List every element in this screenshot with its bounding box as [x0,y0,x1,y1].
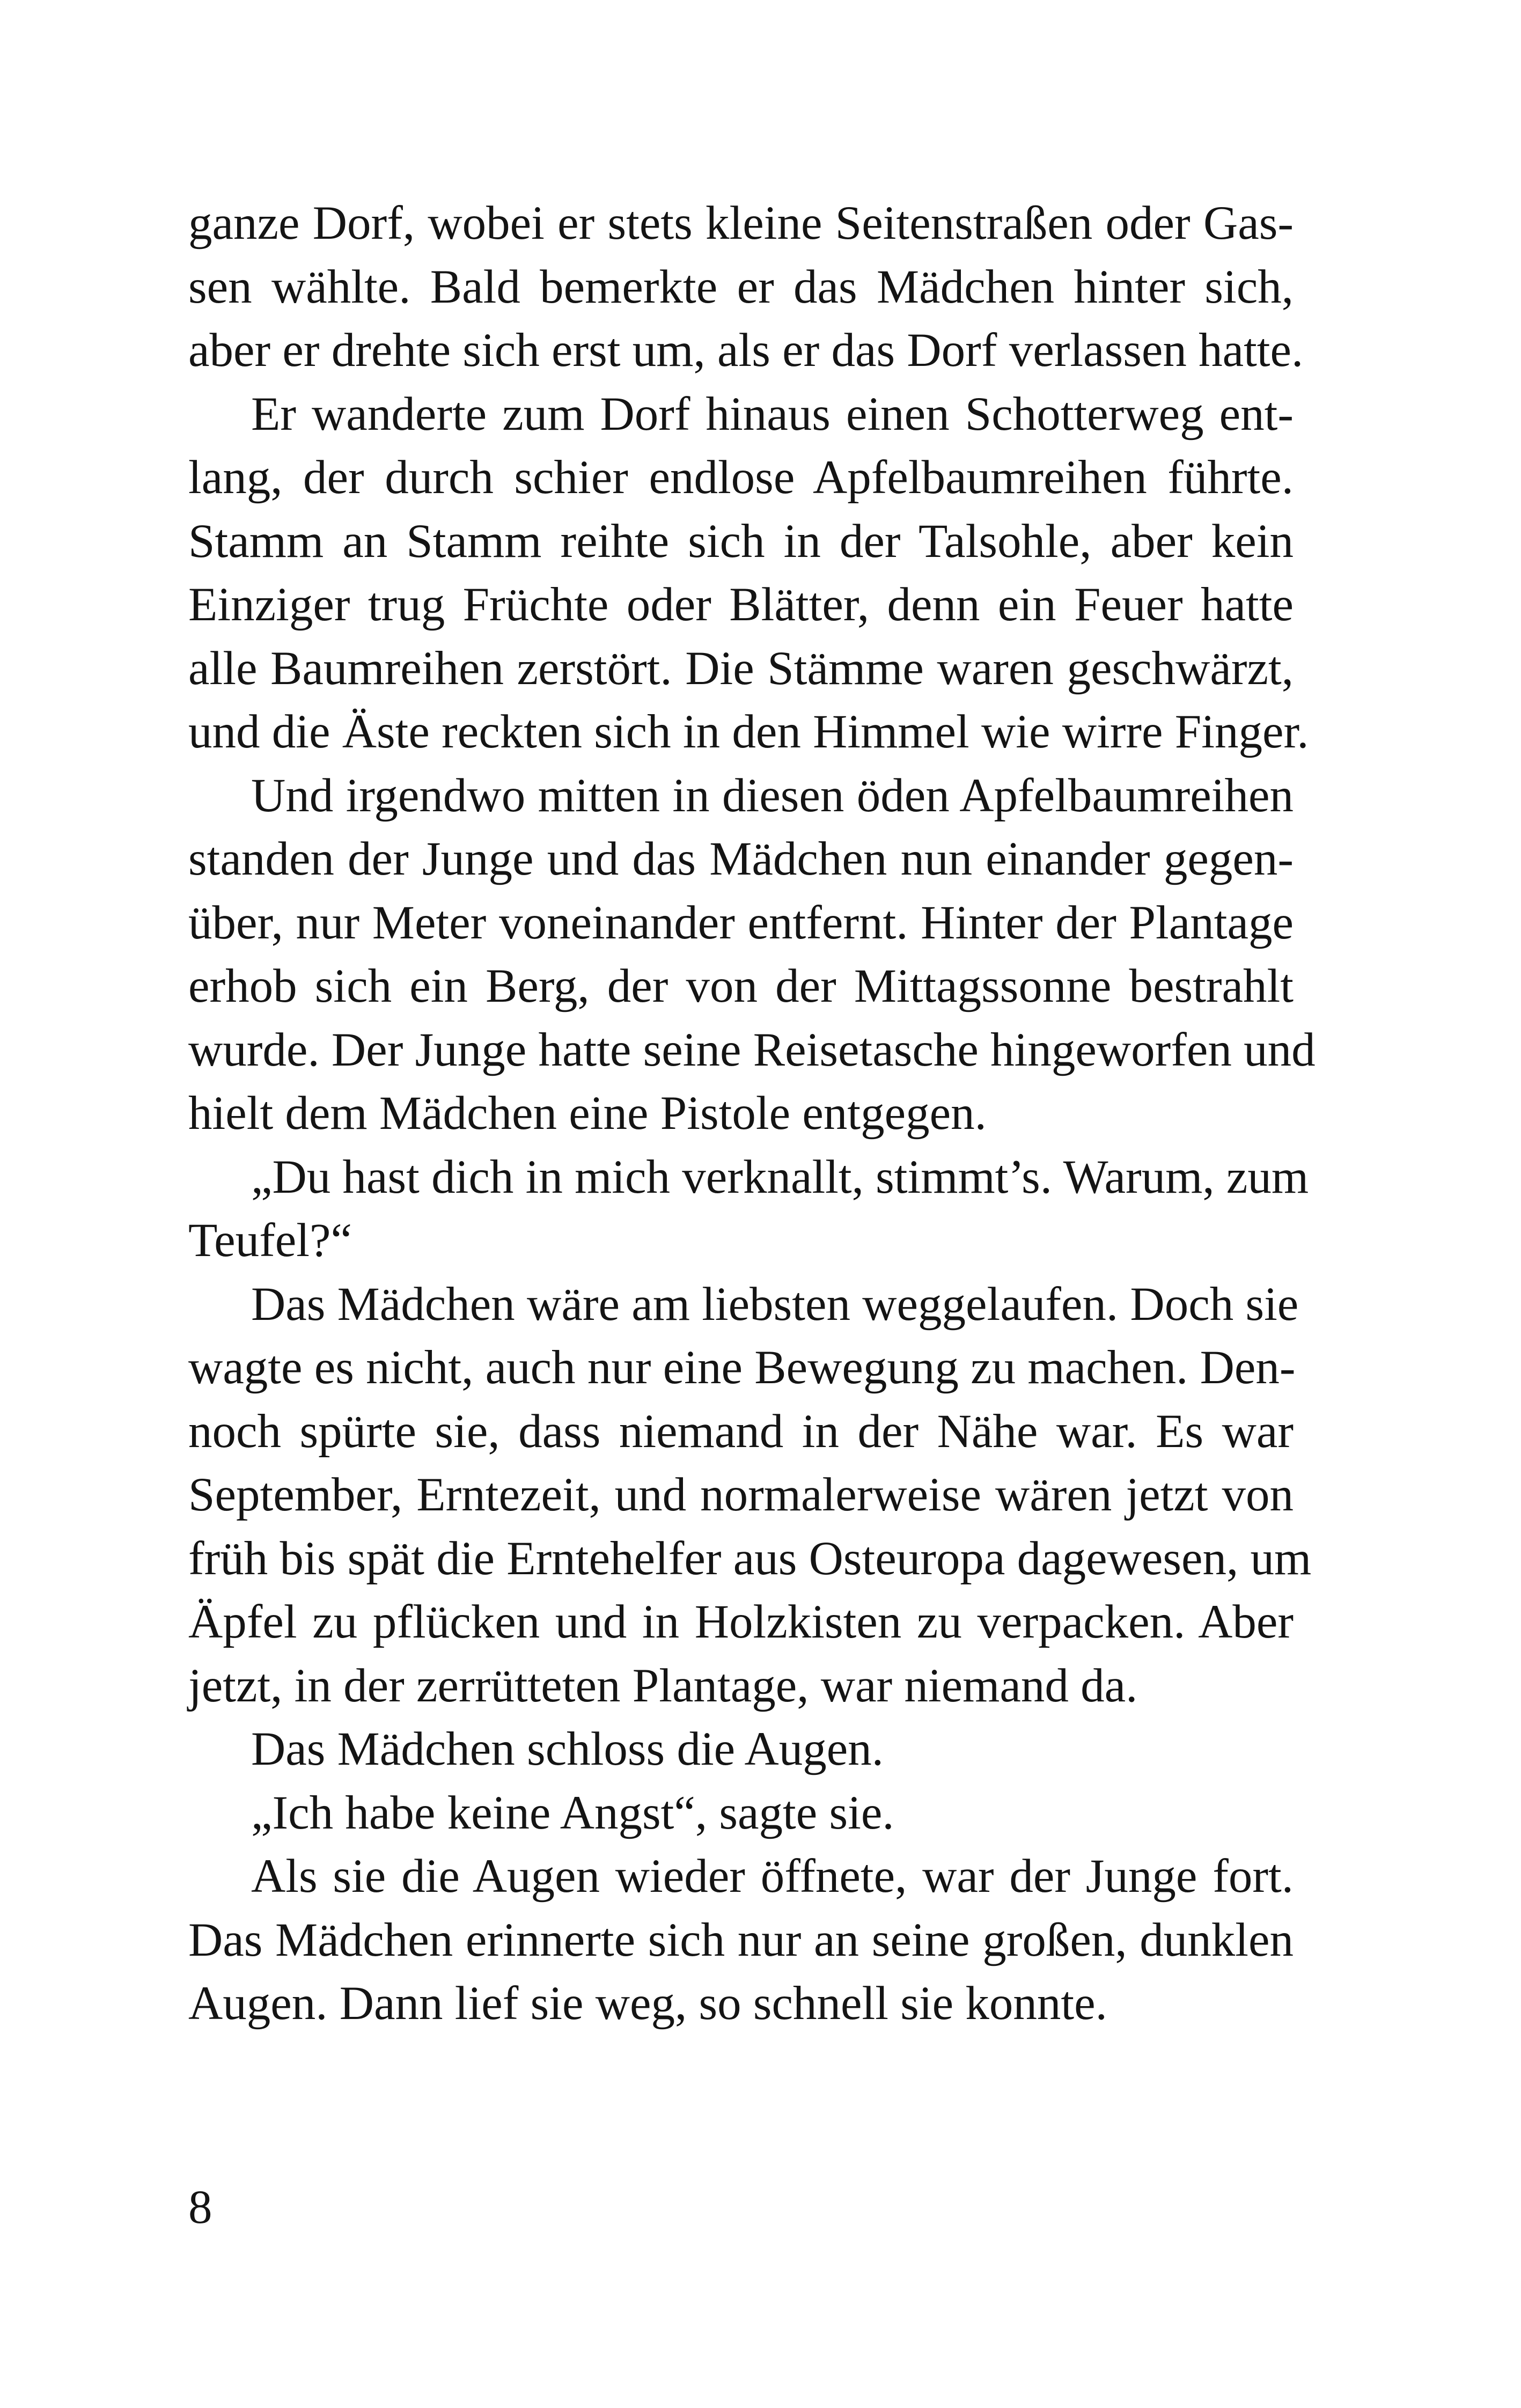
text-line: September, Erntezeit, und normalerweise wären jetzt von [188,1469,1294,1521]
text-line: wurde. Der Junge hatte seine Reisetasche hingeworfen und [188,1023,1316,1076]
text-line: hielt dem Mädchen eine Pistole entgegen. [188,1087,987,1140]
text-line: Augen. Dann lief sie weg, so schnell sie konnte. [188,1977,1107,2030]
text-line: und die Äste reckten sich in den Himmel wie wirre Finger. [188,706,1309,758]
text-line: Er wanderte zum Dorf hinaus einen Schotterweg ent- [251,387,1294,441]
page-number: 8 [188,2181,212,2234]
text-line: jetzt, in der zerrütteten Plantage, war niemand da. [188,1659,1138,1712]
text-line: sen wählte. Bald bemerkte er das Mädchen hinter sich, [188,260,1294,313]
text-line: Teufel?“ [188,1214,352,1267]
text-line: Äpfel zu pflücken und in Holzkisten zu verpacken. Aber [188,1596,1294,1648]
text-line: Das Mädchen wäre am liebsten weggelaufen. Doch sie [251,1278,1299,1331]
text-line: Einziger trug Früchte oder Blätter, denn ein Feuer hatte [188,578,1294,631]
text-line: wagte es nicht, auch nur eine Bewegung zu machen. Den- [188,1341,1296,1394]
text-line: ganze Dorf, wobei er stets kleine Seitenstraßen oder Gas- [188,197,1294,249]
text-line: „Du hast dich in mich verknallt, stimmt’s. Warum, zum [251,1150,1309,1203]
text-line: Das Mädchen erinnerte sich nur an seine großen, dunklen [188,1913,1294,1966]
text-line: Und irgendwo mitten in diesen öden Apfelbaumreihen [251,769,1294,822]
text-line: noch spürte sie, dass niemand in der Nähe war. Es war [188,1405,1294,1458]
text-line: „Ich habe keine Angst“, sagte sie. [251,1786,894,1839]
text-line: Das Mädchen schloss die Augen. [251,1723,884,1775]
book-page-text [188,192,1316,2036]
text-line: standen der Junge und das Mädchen nun einander gegen- [188,833,1294,885]
text-line: lang, der durch schier endlose Apfelbaumreihen führte. [188,451,1294,504]
text-line: aber er drehte sich erst um, als er das Dorf verlassen hatte. [188,324,1304,377]
text-line: erhob sich ein Berg, der von der Mittagssonne bestrahlt [188,960,1294,1012]
text-line: Stamm an Stamm reihte sich in der Talsohle, aber kein [188,515,1294,568]
text-line: Als sie die Augen wieder öffnete, war der Junge fort. [251,1850,1294,1903]
text-line: über, nur Meter voneinander entfernt. Hinter der Plantage [188,896,1294,949]
text-line: früh bis spät die Erntehelfer aus Osteuropa dagewesen, um [188,1532,1312,1585]
text-line: alle Baumreihen zerstört. Die Stämme waren geschwärzt, [188,642,1294,695]
